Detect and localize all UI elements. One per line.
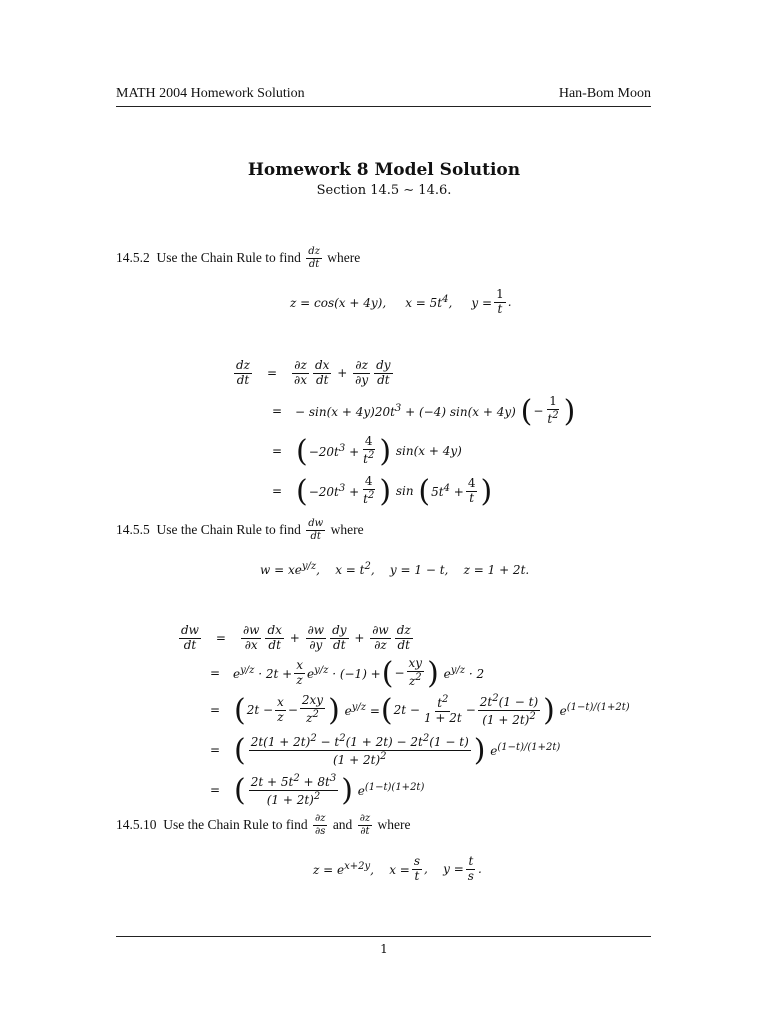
derivation-14-5-2: $\frac{dz}{dt}$ = $\frac{\partial z}{\partial x}$ $\frac{dx}{dt}$ + $\frac{\partial z}{\partial y}$ $\frac{dy}{dt}$ = − $\sin(x + 4y)20t^3 + (-4)$ sin(x + 4y) ( − $\frac{1}{t^2}$ ) = ( $-20t^3$ + $\frac{4}{t^2}$ ) sin(x + 4y) = ( $-20t^3$ + $\frac{4}{t^2}$ ) sin ( $5t^4$ + $\frac{4}{t}$ ) [236,357,576,509]
problem-14-5-2-given: z = cos(x + 4y), $x = 5t^4$, y = $\frac{1}{t}$ . [290,287,512,316]
problem-text-where: where [330,522,364,537]
derivation-14-5-5: $\frac{dw}{dt}$ = $\frac{\partial w}{\partial x}$ $\frac{dx}{dt}$ + $\frac{\partial w}{\partial y}$ $\frac{dy}{dt}$ + $\frac{\partial w}{\partial z}$ $\frac{dz}{dt}$ = $e^{y/z} \cdot 2t$ + $\frac{x}{z}$ $e^{y/z} \cdot (-1)$ + ( − $\frac{xy}{z^2}$ ) $e^{y/z} \cdot 2$ = ( 2t − $\frac{x}{z}$ − $\frac{2xy}{z^2}$ ) $e^{y/z}$ = ( 2t − $\frac{t^2}{1 + 2t}$ − $\frac{2t^2(1 - t)}{(1 + 2t)^2}$ ) $e^{(1-t)/(1+2t)}$ = ( $\frac{2t(1 + 2t)^2 - t^2(1 + 2t) - 2t^2(1 - t)}{(1 + 2t)^2}$ ) $e^{(1-t)/(1+2t)}$ = ( $\frac{2t + 5t^2 + 8t^3}{(1 + 2t)^2}$ ) $e^{(1-t)(1+2t)}$ [181,622,630,808]
page-title: Homework 8 Model Solution [247,160,521,180]
problem-text: Use the Chain Rule to find [156,522,301,537]
problem-text: Use the Chain Rule to find [156,250,301,265]
problem-14-5-10-prompt [116,813,411,837]
problem-14-5-5-prompt [116,518,364,542]
problem-number: 14.5.10 [116,817,157,832]
page-number: 1 [380,942,388,956]
problem-text-where: where [377,817,411,832]
problem-14-5-10-given: $z = e^{x+2y}$, x = $\frac{s}{t}$ , y = $\frac{t}{s}$ . [313,854,482,883]
problem-text: Use the Chain Rule to find [163,817,308,832]
problem-14-5-5-given: $w = xe^{y/z}$, $x = t^2$, y = 1 − t, z = 1 + 2t. [260,561,530,577]
problem-number: 14.5.5 [116,522,150,537]
problem-14-5-2-prompt [116,246,360,270]
header-rule [116,106,651,107]
prompt-fraction: $\frac{dz}{dt}$ [308,246,320,270]
prompt-fraction-s: $\frac{\partial z}{\partial s}$ [314,813,326,837]
header-author: Han-Bom Moon [558,86,651,101]
problem-text-where: where [327,250,361,265]
header-course: MATH 2004 Homework Solution [116,86,305,101]
footer-rule [116,936,651,937]
page-subtitle: Section 14.5 ∼ 14.6. [316,183,452,198]
prompt-fraction: $\frac{dw}{dt}$ [308,518,324,542]
problem-number: 14.5.2 [116,250,150,265]
problem-text-and: and [332,817,353,832]
prompt-fraction-t: $\frac{\partial z}{\partial t}$ [359,813,371,837]
